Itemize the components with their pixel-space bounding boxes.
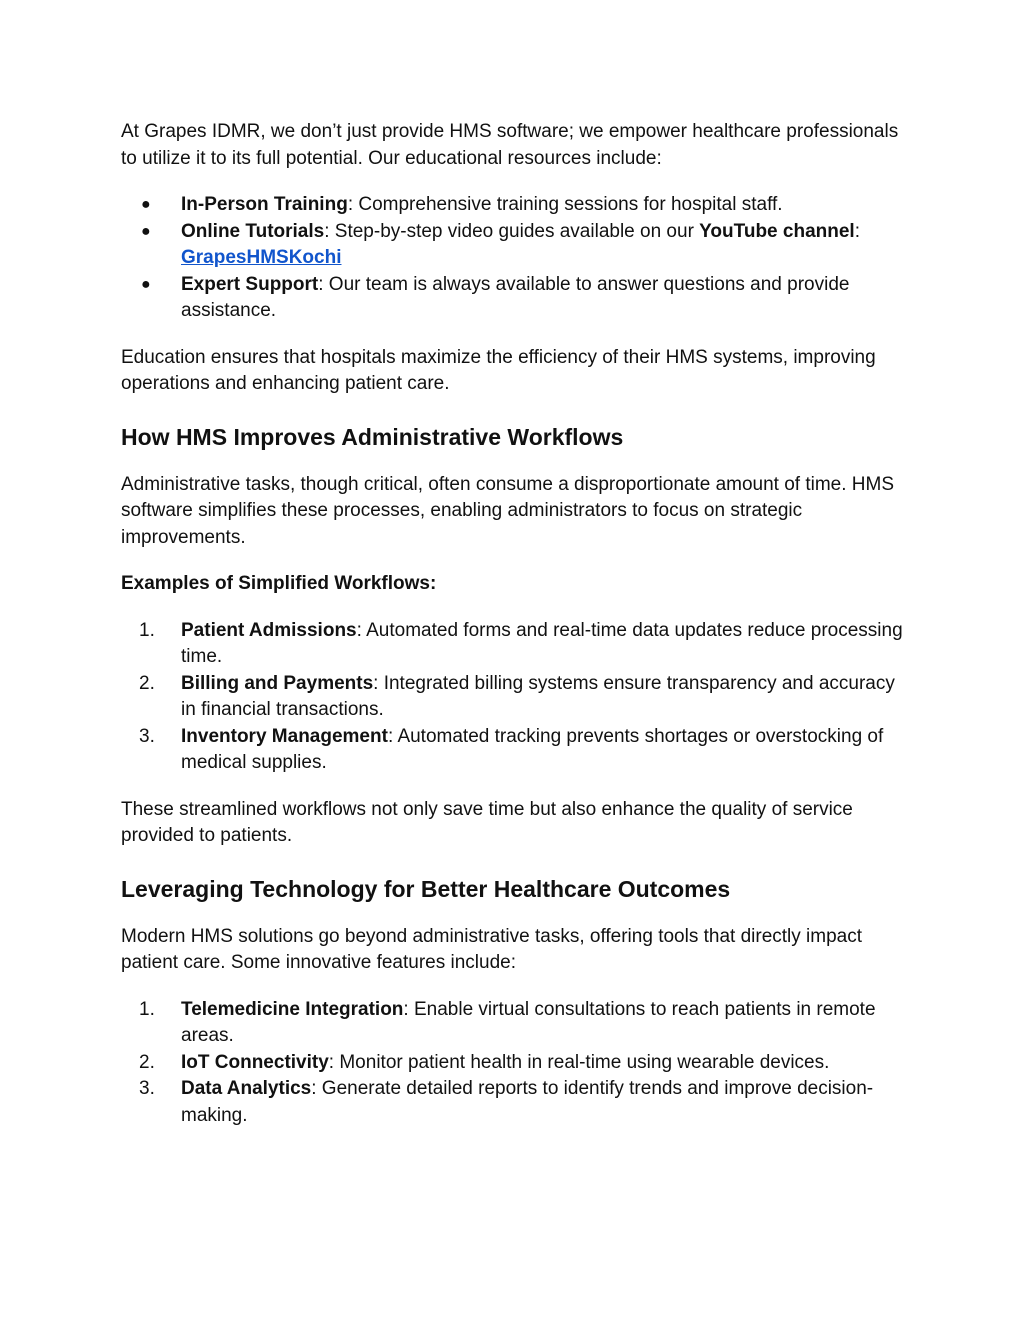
item-term: Data Analytics xyxy=(181,1078,312,1099)
youtube-channel-link[interactable]: GrapesHMSKochi xyxy=(181,247,342,268)
resources-list xyxy=(121,192,911,325)
resource-desc: : Comprehensive training sessions for hospital staff. xyxy=(347,194,783,215)
item-term: Billing and Payments xyxy=(181,672,374,694)
resource-term: Expert Support xyxy=(181,273,319,295)
item-term: Inventory Management xyxy=(181,725,388,747)
list-number: 3. xyxy=(139,1078,155,1099)
bullet-icon: ● xyxy=(141,196,151,213)
list-number: 3. xyxy=(139,725,155,747)
resource-term: Online Tutorials xyxy=(181,220,325,242)
section-paragraph: Administrative tasks, though critical, often consume a disproportionate amount of time. HMS software simplifies these processes, enabling administrators to focus on strategic improvements. xyxy=(121,473,895,548)
resource-desc-separator: : xyxy=(854,220,860,242)
section-paragraph: Modern HMS solutions go beyond administrative tasks, offering tools that directly impact patient care. Some innovative features include: xyxy=(121,925,862,973)
section-heading: Leveraging Technology for Better Healthcare Outcomes xyxy=(121,875,731,902)
closing-paragraph: These streamlined workflows not only save time but also enhance the quality of service provided to patients. xyxy=(121,798,853,846)
list-item xyxy=(121,219,911,272)
list-item xyxy=(121,272,911,325)
item-desc: : Automated forms and real-time data updates reduce processing time. xyxy=(181,619,903,667)
features-list xyxy=(121,997,911,1130)
list-item xyxy=(121,1050,911,1077)
bullet-icon: ● xyxy=(141,275,151,293)
intro-paragraph: At Grapes IDMR, we don’t just provide HMS software; we empower healthcare professionals to utilize it to its full potential. Our educational resources include: xyxy=(121,121,899,169)
list-number: 2. xyxy=(139,672,155,694)
item-desc: : Monitor patient health in real-time using wearable devices. xyxy=(328,1051,830,1073)
youtube-channel-label: YouTube channel xyxy=(699,220,855,242)
item-term: Patient Admissions xyxy=(181,619,357,641)
item-desc: : Automated tracking prevents shortages or overstocking of medical supplies. xyxy=(181,725,884,773)
list-item xyxy=(121,671,911,724)
item-desc: : Enable virtual consultations to reach patients in remote areas. xyxy=(181,998,876,1046)
list-item xyxy=(121,618,911,671)
list-item xyxy=(121,724,911,777)
item-term: IoT Connectivity xyxy=(181,1051,329,1073)
list-item xyxy=(121,192,911,219)
item-term: Telemedicine Integration xyxy=(181,998,404,1020)
resource-term: In-Person Training xyxy=(181,194,348,215)
resource-desc: : Our team is always available to answer questions and provide assistance. xyxy=(181,273,850,321)
subheading: Examples of Simplified Workflows: xyxy=(121,573,437,594)
list-number: 2. xyxy=(139,1051,155,1073)
item-desc: : Integrated billing systems ensure transparency and accuracy in financial transactions. xyxy=(181,672,895,720)
list-number: 1. xyxy=(139,619,155,641)
list-item xyxy=(121,1076,911,1129)
education-paragraph: Education ensures that hospitals maximize the efficiency of their HMS systems, improving operations and enhancing patient care. xyxy=(121,346,876,394)
bullet-icon: ● xyxy=(141,222,151,240)
list-number: 1. xyxy=(139,998,155,1020)
list-item xyxy=(121,997,911,1050)
item-desc: : Generate detailed reports to identify trends and improve decision-making. xyxy=(181,1078,874,1126)
workflow-list xyxy=(121,618,911,777)
section-heading: How HMS Improves Administrative Workflows xyxy=(121,423,624,450)
resource-desc: : Step-by-step video guides available on our xyxy=(324,220,700,242)
document-page xyxy=(121,119,911,1129)
